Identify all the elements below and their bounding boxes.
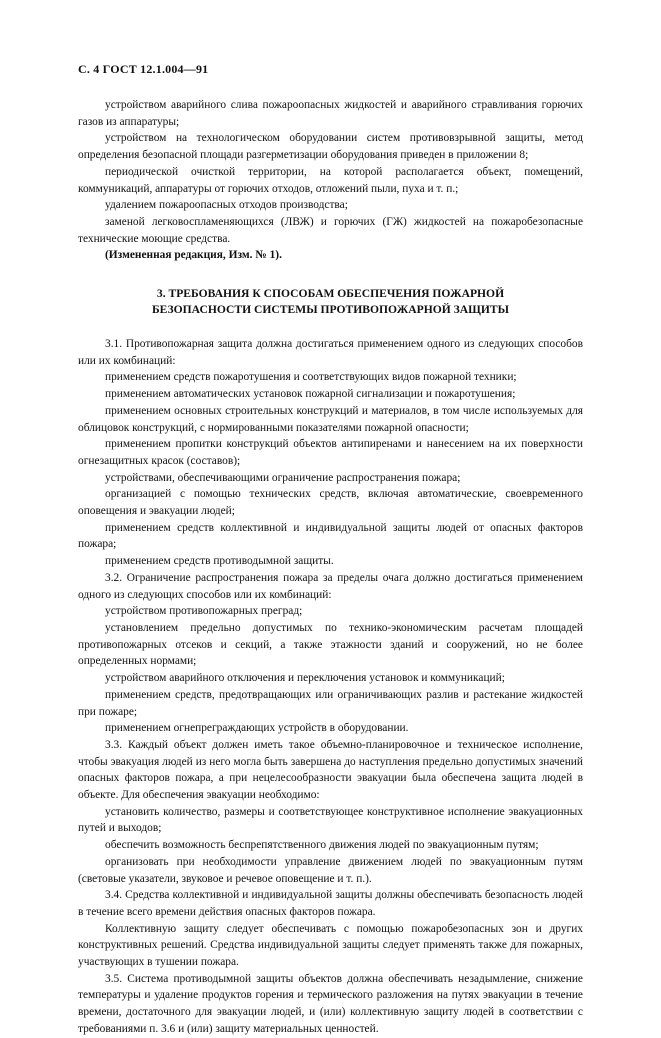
paragraph: организацией с помощью технических средств, включая автоматические, своевременного оповещения и эвакуации людей; [78, 488, 583, 518]
paragraph: 3.5. Система противодымной защиты объектов должна обеспечивать незадымление, снижение температуры и удаление продуктов горения и термического разложения на путях эвакуации в течение времени, достаточного для эвакуации людей, и (или) коллективную защиту людей в соответствии с требованиями п. 3.6 и (или) защиту материальных ценностей. [78, 972, 583, 1035]
paragraph: 3.2. Ограничение распространения пожара за пределы очага должно достигаться применением одного из следующих способов или их комбинаций: [78, 571, 583, 601]
paragraph: устройствами, обеспечивающими ограничение распространения пожара; [105, 471, 461, 484]
document-body [78, 97, 583, 1038]
paragraph: устройством аварийного отключения и переключения установок и коммуникаций; [105, 672, 505, 685]
paragraph: заменой легковоспламеняющихся (ЛВЖ) и горючих (ГЖ) жидкостей на пожаробезопасные технические моющие средства. [78, 215, 583, 245]
paragraph: устройством противопожарных преград; [105, 605, 303, 618]
paragraph: применением огнепреграждающих устройств в оборудовании. [105, 722, 409, 735]
paragraph: применением средств пожаротушения и соответствующих видов пожарной техники; [105, 371, 517, 384]
paragraph: удалением пожароопасных отходов производства; [105, 199, 348, 212]
paragraph: применением пропитки конструкций объектов антипиренами и нанесением на их поверхности огнезащитных красок (составов); [78, 438, 583, 467]
paragraph: организовать при необходимости управление движением людей по эвакуационным путям (световые указатели, звуковое и речевое оповещение и т. п.). [78, 855, 583, 885]
paragraph: применением основных строительных конструкций и материалов, в том числе используемых для облицовок конструкций, с нормированными показателями пожарной опасности; [78, 404, 583, 434]
paragraph: устройством аварийного слива пожароопасных жидкостей и аварийного стравливания горючих газов из аппаратуры; [78, 99, 583, 128]
paragraph: периодической очисткой территории, на которой располагается объект, помещений, коммуникаций, аппаратуры от горючих отходов, отложений пыли, пуха и т. п.; [78, 165, 583, 195]
paragraph: 3.1. Противопожарная защита должна достигаться применением одного из следующих способов или их комбинаций: [78, 338, 583, 367]
page-header: С. 4 ГОСТ 12.1.004—91 [78, 62, 209, 76]
paragraph: установлением предельно допустимых по технико-экономическим расчетам площадей противопожарных отсеков и секций, а также этажности зданий и сооружений, но не более определенных нормами; [78, 621, 583, 668]
paragraph: применением средств коллективной и индивидуальной защиты людей от опасных факторов пожара; [78, 521, 583, 551]
section-title-line-2: БЕЗОПАСНОСТИ СИСТЕМЫ ПРОТИВОПОЖАРНОЙ ЗАЩИТЫ [151, 303, 510, 317]
paragraph: применением средств противодымной защиты. [105, 555, 334, 568]
paragraph: 3.4. Средства коллективной и индивидуальной защиты должны обеспечивать безопасность людей в течение всего времени действия опасных факторов пожара. [78, 889, 583, 918]
paragraph: 3.3. Каждый объект должен иметь такое объемно-планировочное и техническое исполнение, чтобы эвакуация людей из него могла быть завершена до наступления предельно допустимых значений опасных факторов пожара, а при нецелесообразности эвакуации была обеспечена защита людей в объекте. Для обеспечения эвакуации необходимо: [78, 738, 583, 802]
paragraph: Коллективную защиту следует обеспечивать с помощью пожаробезопасных зон и других конструктивных решений. Средства индивидуальной защиты следует применять также для пожарных, участвующих в тушении пожара. [78, 922, 583, 969]
paragraph: обеспечить возможность беспрепятственного движения людей по эвакуационным путям; [105, 839, 539, 852]
paragraph: устройством на технологическом оборудовании систем противовзрывной защиты, метод определения безопасной площади разгерметизации оборудования приведен в приложении 8; [78, 132, 583, 162]
paragraph: применением автоматических установок пожарной сигнализации и пожаротушения; [105, 388, 516, 401]
revision-note: (Измененная редакция, Изм. № 1). [105, 249, 282, 262]
section-heading [78, 286, 583, 318]
paragraph: применением средств, предотвращающих или ограничивающих разлив и растекание жидкостей при пожаре; [78, 688, 583, 718]
section-title-line-1: 3. ТРЕБОВАНИЯ К СПОСОБАМ ОБЕСПЕЧЕНИЯ ПОЖАРНОЙ [156, 287, 505, 301]
paragraph: установить количество, размеры и соответствующее конструктивное исполнение эвакуационных путей и выходов; [78, 805, 583, 835]
